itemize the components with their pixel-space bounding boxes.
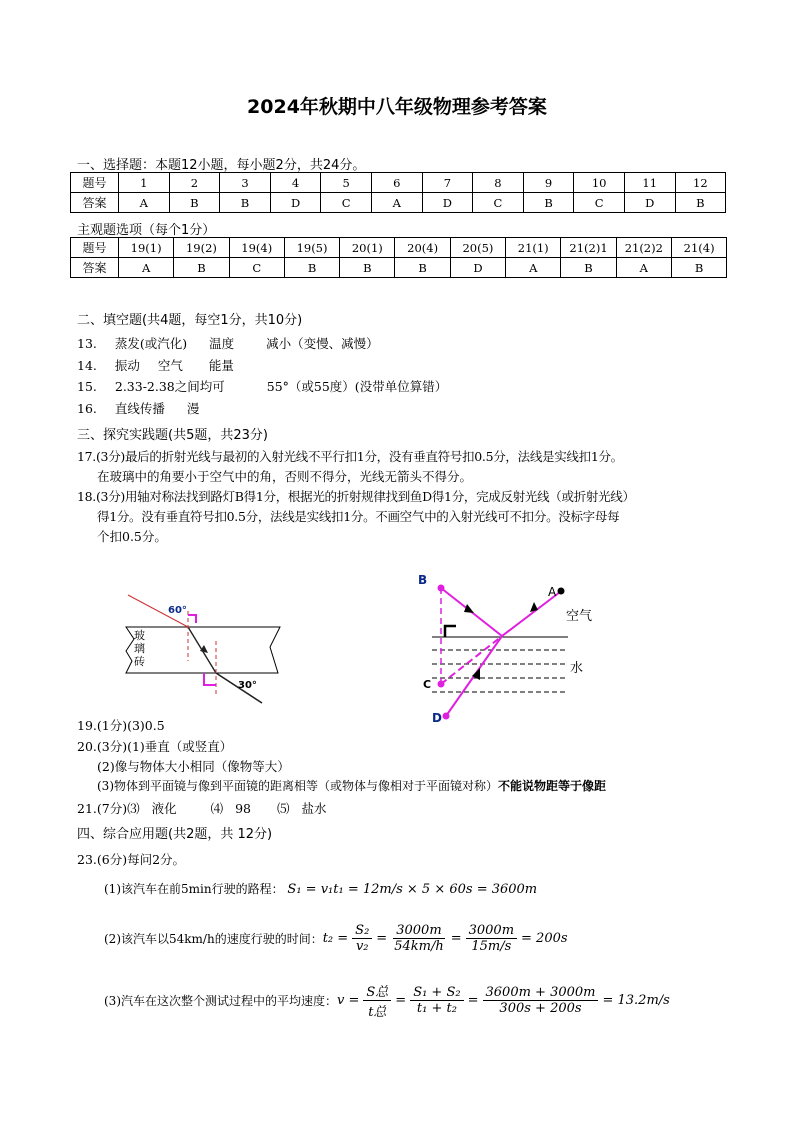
table-cell: D xyxy=(624,193,675,213)
table-row xyxy=(71,193,726,213)
table-cell: C xyxy=(321,193,372,213)
row-label: 答案 xyxy=(71,193,119,213)
table-cell: A xyxy=(506,258,561,278)
point-d xyxy=(443,713,450,720)
table-cell: 19(4) xyxy=(229,238,284,258)
perpendicular-mark xyxy=(204,673,216,685)
table-cell: C xyxy=(473,193,524,213)
answer-blank: 98 xyxy=(235,801,251,816)
table-cell: C xyxy=(574,193,625,213)
fraction xyxy=(410,985,463,1016)
label-a: A xyxy=(548,585,557,599)
numerator: 3000m xyxy=(393,923,444,939)
answer-line: 18.(3分)用轴对称法找到路灯B得1分，根据光的折射规律找到鱼D得1分，完成反射光线（或折射光线） xyxy=(77,489,635,504)
answer-blank: 振动 xyxy=(114,358,140,373)
formula-result: = 13.2m/s xyxy=(602,992,670,1008)
question-number: 16. xyxy=(77,401,97,416)
formula-result: = 200s xyxy=(521,930,568,946)
table-cell: A xyxy=(371,193,422,213)
answer-23-heading: 23.(6分)每问2分。 xyxy=(77,852,186,867)
angle-label-30: 30° xyxy=(238,680,257,691)
answer-14 xyxy=(77,356,234,374)
solution-text: (3)汽车在这次整个测试过程中的平均速度： xyxy=(104,993,337,1008)
formula-lhs: v = xyxy=(337,992,360,1008)
table-row xyxy=(71,258,727,278)
table-cell: A xyxy=(119,193,170,213)
table-cell: 21(4) xyxy=(671,238,726,258)
section-2-heading: 二、填空题(共4题，每空1分，共10分) xyxy=(77,313,303,328)
table-row xyxy=(71,173,726,193)
table-cell: 12 xyxy=(675,173,726,193)
subjective-heading: 主观题选项（每个1分） xyxy=(77,223,216,238)
table-cell: 6 xyxy=(371,173,422,193)
table-cell: 4 xyxy=(270,173,321,193)
section-3-heading: 三、探究实践题(共5题，共23分) xyxy=(77,428,268,443)
row-label: 答案 xyxy=(71,258,119,278)
answer-15 xyxy=(77,377,447,395)
table-cell: B xyxy=(561,258,616,278)
numerator: S总 xyxy=(363,981,391,1001)
denominator: 300s + 200s xyxy=(499,1000,582,1016)
table-cell: B xyxy=(174,258,229,278)
table-cell: 20(4) xyxy=(395,238,450,258)
answer-16 xyxy=(77,399,199,417)
table-cell: A xyxy=(119,258,174,278)
table-cell: D xyxy=(422,193,473,213)
answer-blank: 减小（变慢、减慢） xyxy=(266,336,379,351)
table-cell: B xyxy=(675,193,726,213)
answer-blank: 55°（或55度）(没带单位算错） xyxy=(266,379,448,394)
perpendicular-mark xyxy=(445,626,456,637)
fraction xyxy=(391,923,447,954)
table-cell: D xyxy=(270,193,321,213)
label-d: D xyxy=(432,711,442,725)
answer-20-line2: (2)像与物体大小相同（像物等大） xyxy=(97,759,290,774)
table-cell: 20(1) xyxy=(340,238,395,258)
answer-line: 个扣0.5分。 xyxy=(97,529,167,544)
answer-line: 在玻璃中的角要小于空气中的角，否则不得分，光线无箭头不得分。 xyxy=(97,469,473,484)
answer-note-bold: 不能说物距等于像距 xyxy=(498,779,607,793)
table-cell: 1 xyxy=(119,173,170,193)
table-cell: 21(1) xyxy=(506,238,561,258)
fraction xyxy=(363,981,391,1020)
numerator: S₁ + S₂ xyxy=(410,985,463,1001)
table-cell: B xyxy=(523,193,574,213)
table-cell: 11 xyxy=(624,173,675,193)
answer-13 xyxy=(77,334,379,352)
table-cell: 8 xyxy=(473,173,524,193)
denominator: v₂ xyxy=(355,938,369,954)
table-cell: B xyxy=(220,193,271,213)
answer-line: 得1分。没有垂直符号扣0.5分，法线是实线扣1分。不画空气中的入射光线可不扣分。没标字母每 xyxy=(97,509,620,524)
formula-lhs: t₂ = xyxy=(322,930,349,946)
table-cell: B xyxy=(340,258,395,278)
solution-1 xyxy=(104,880,537,897)
answer-20-line1: 20.(3分)(1)垂直（或竖直） xyxy=(77,739,233,754)
answer-blank: 2.33-2.38之间均可 xyxy=(114,379,225,394)
numerator: 3000m xyxy=(466,923,517,939)
formula: S₁ = v₁t₁ = 12m/s × 5 × 60s = 3600m xyxy=(287,882,538,897)
answer-20-line3 xyxy=(97,777,606,794)
denominator: t总 xyxy=(368,1004,387,1020)
table-cell: B xyxy=(671,258,726,278)
answer-blank: 能量 xyxy=(208,358,234,373)
answer-prefix: ⑷ xyxy=(210,801,224,816)
question-number: 14. xyxy=(77,358,97,373)
answer-line: 17.(3分)最后的折射光线与最初的入射光线不平行扣1分，没有垂直符号扣0.5分，法线是实线扣1分。 xyxy=(77,449,623,464)
answer-blank: 空气 xyxy=(157,358,183,373)
table-cell: C xyxy=(229,258,284,278)
question-number: 13. xyxy=(77,336,97,351)
air-label: 空气 xyxy=(566,609,593,624)
numerator: S₂ xyxy=(352,923,372,939)
table-cell: 5 xyxy=(321,173,372,193)
answer-blank: 盐水 xyxy=(301,801,327,816)
water-label: 水 xyxy=(570,661,584,676)
answer-18 xyxy=(77,487,727,547)
water-surface-figure xyxy=(410,568,610,728)
section-4-heading: 四、综合应用题(共2题，共 12分) xyxy=(77,827,273,842)
table-row xyxy=(71,238,727,258)
perpendicular-mark xyxy=(188,615,196,623)
table-cell: B xyxy=(395,258,450,278)
answer-blank: 漫 xyxy=(186,401,200,416)
mc-answer-table xyxy=(70,172,726,213)
table-cell: 9 xyxy=(523,173,574,193)
table-cell: B xyxy=(284,258,339,278)
subjective-answer-table xyxy=(70,237,727,278)
table-cell: 19(1) xyxy=(119,238,174,258)
answer-prefix: ⑸ xyxy=(276,801,290,816)
point-a xyxy=(558,588,565,595)
answer-blank: 温度 xyxy=(209,336,235,351)
table-cell: 7 xyxy=(422,173,473,193)
row-label: 题号 xyxy=(71,173,119,193)
arrow-head xyxy=(464,604,474,613)
glass-label: 玻璃砖 xyxy=(134,629,145,668)
solution-text: (1)该汽车在前5min行驶的路程： xyxy=(104,882,284,896)
table-cell: 21(2)1 xyxy=(561,238,616,258)
table-cell: B xyxy=(169,193,220,213)
denominator: 15m/s xyxy=(471,938,512,954)
table-cell: 21(2)2 xyxy=(616,238,671,258)
answer-17 xyxy=(77,447,727,487)
table-cell: 19(5) xyxy=(284,238,339,258)
point-b xyxy=(438,585,445,592)
answer-blank: 蒸发(或汽化) xyxy=(114,336,188,351)
solution-3: (3)汽车在这次整个测试过程中的平均速度： v = S总 t总 = $\frac{\text{S₁ + S₂}}{\text{t₁ + t₂}}$ = $\frac{3600m + 3000m}{300s + 200s}$ = 13.2m/s xyxy=(104,980,670,1020)
solution-text: (2)该汽车以54km/h的速度行驶的时间： xyxy=(104,931,323,946)
table-cell: 10 xyxy=(574,173,625,193)
table-cell: 3 xyxy=(220,173,271,193)
fraction xyxy=(483,985,599,1016)
label-c: C xyxy=(423,678,432,691)
label-b: B xyxy=(418,573,428,587)
row-label: 题号 xyxy=(71,238,119,258)
fraction xyxy=(352,923,372,954)
table-cell: A xyxy=(616,258,671,278)
answer-21 xyxy=(77,799,326,817)
solution-2: (2)该汽车以54km/h的速度行驶的时间： t₂ = $\frac{\text{S₂}}{\text{v₂}}$ = $\frac{3000m}{54km/h}$ = $\frac{3000m}{15m/s}$ = 200s xyxy=(104,922,568,954)
answer-blank: 直线传播 xyxy=(114,401,165,416)
table-cell: 19(2) xyxy=(174,238,229,258)
fraction xyxy=(466,923,517,954)
answer-prefix: 21.(7分)⑶ xyxy=(77,801,140,816)
denominator: t₁ + t₂ xyxy=(416,1000,457,1016)
table-cell: 20(5) xyxy=(450,238,505,258)
numerator: 3600m + 3000m xyxy=(483,985,599,1001)
table-cell: 2 xyxy=(169,173,220,193)
virtual-ray xyxy=(441,636,502,684)
question-number: 15. xyxy=(77,379,97,394)
answer-blank: 液化 xyxy=(151,801,177,816)
section-1-heading: 一、选择题：本题12小题，每小题2分，共24分。 xyxy=(77,158,366,173)
point-c xyxy=(438,681,445,688)
angle-label-60: 60° xyxy=(168,605,187,616)
denominator: 54km/h xyxy=(394,938,444,954)
table-cell: D xyxy=(450,258,505,278)
page-title: 2024年秋期中八年级物理参考答案 xyxy=(247,96,547,118)
answer-19: 19.(1分)(3)0.5 xyxy=(77,718,165,733)
answer-text: (3)物体到平面镜与像到平面镜的距离相等（或物体与像相对于平面镜对称） xyxy=(97,779,499,793)
